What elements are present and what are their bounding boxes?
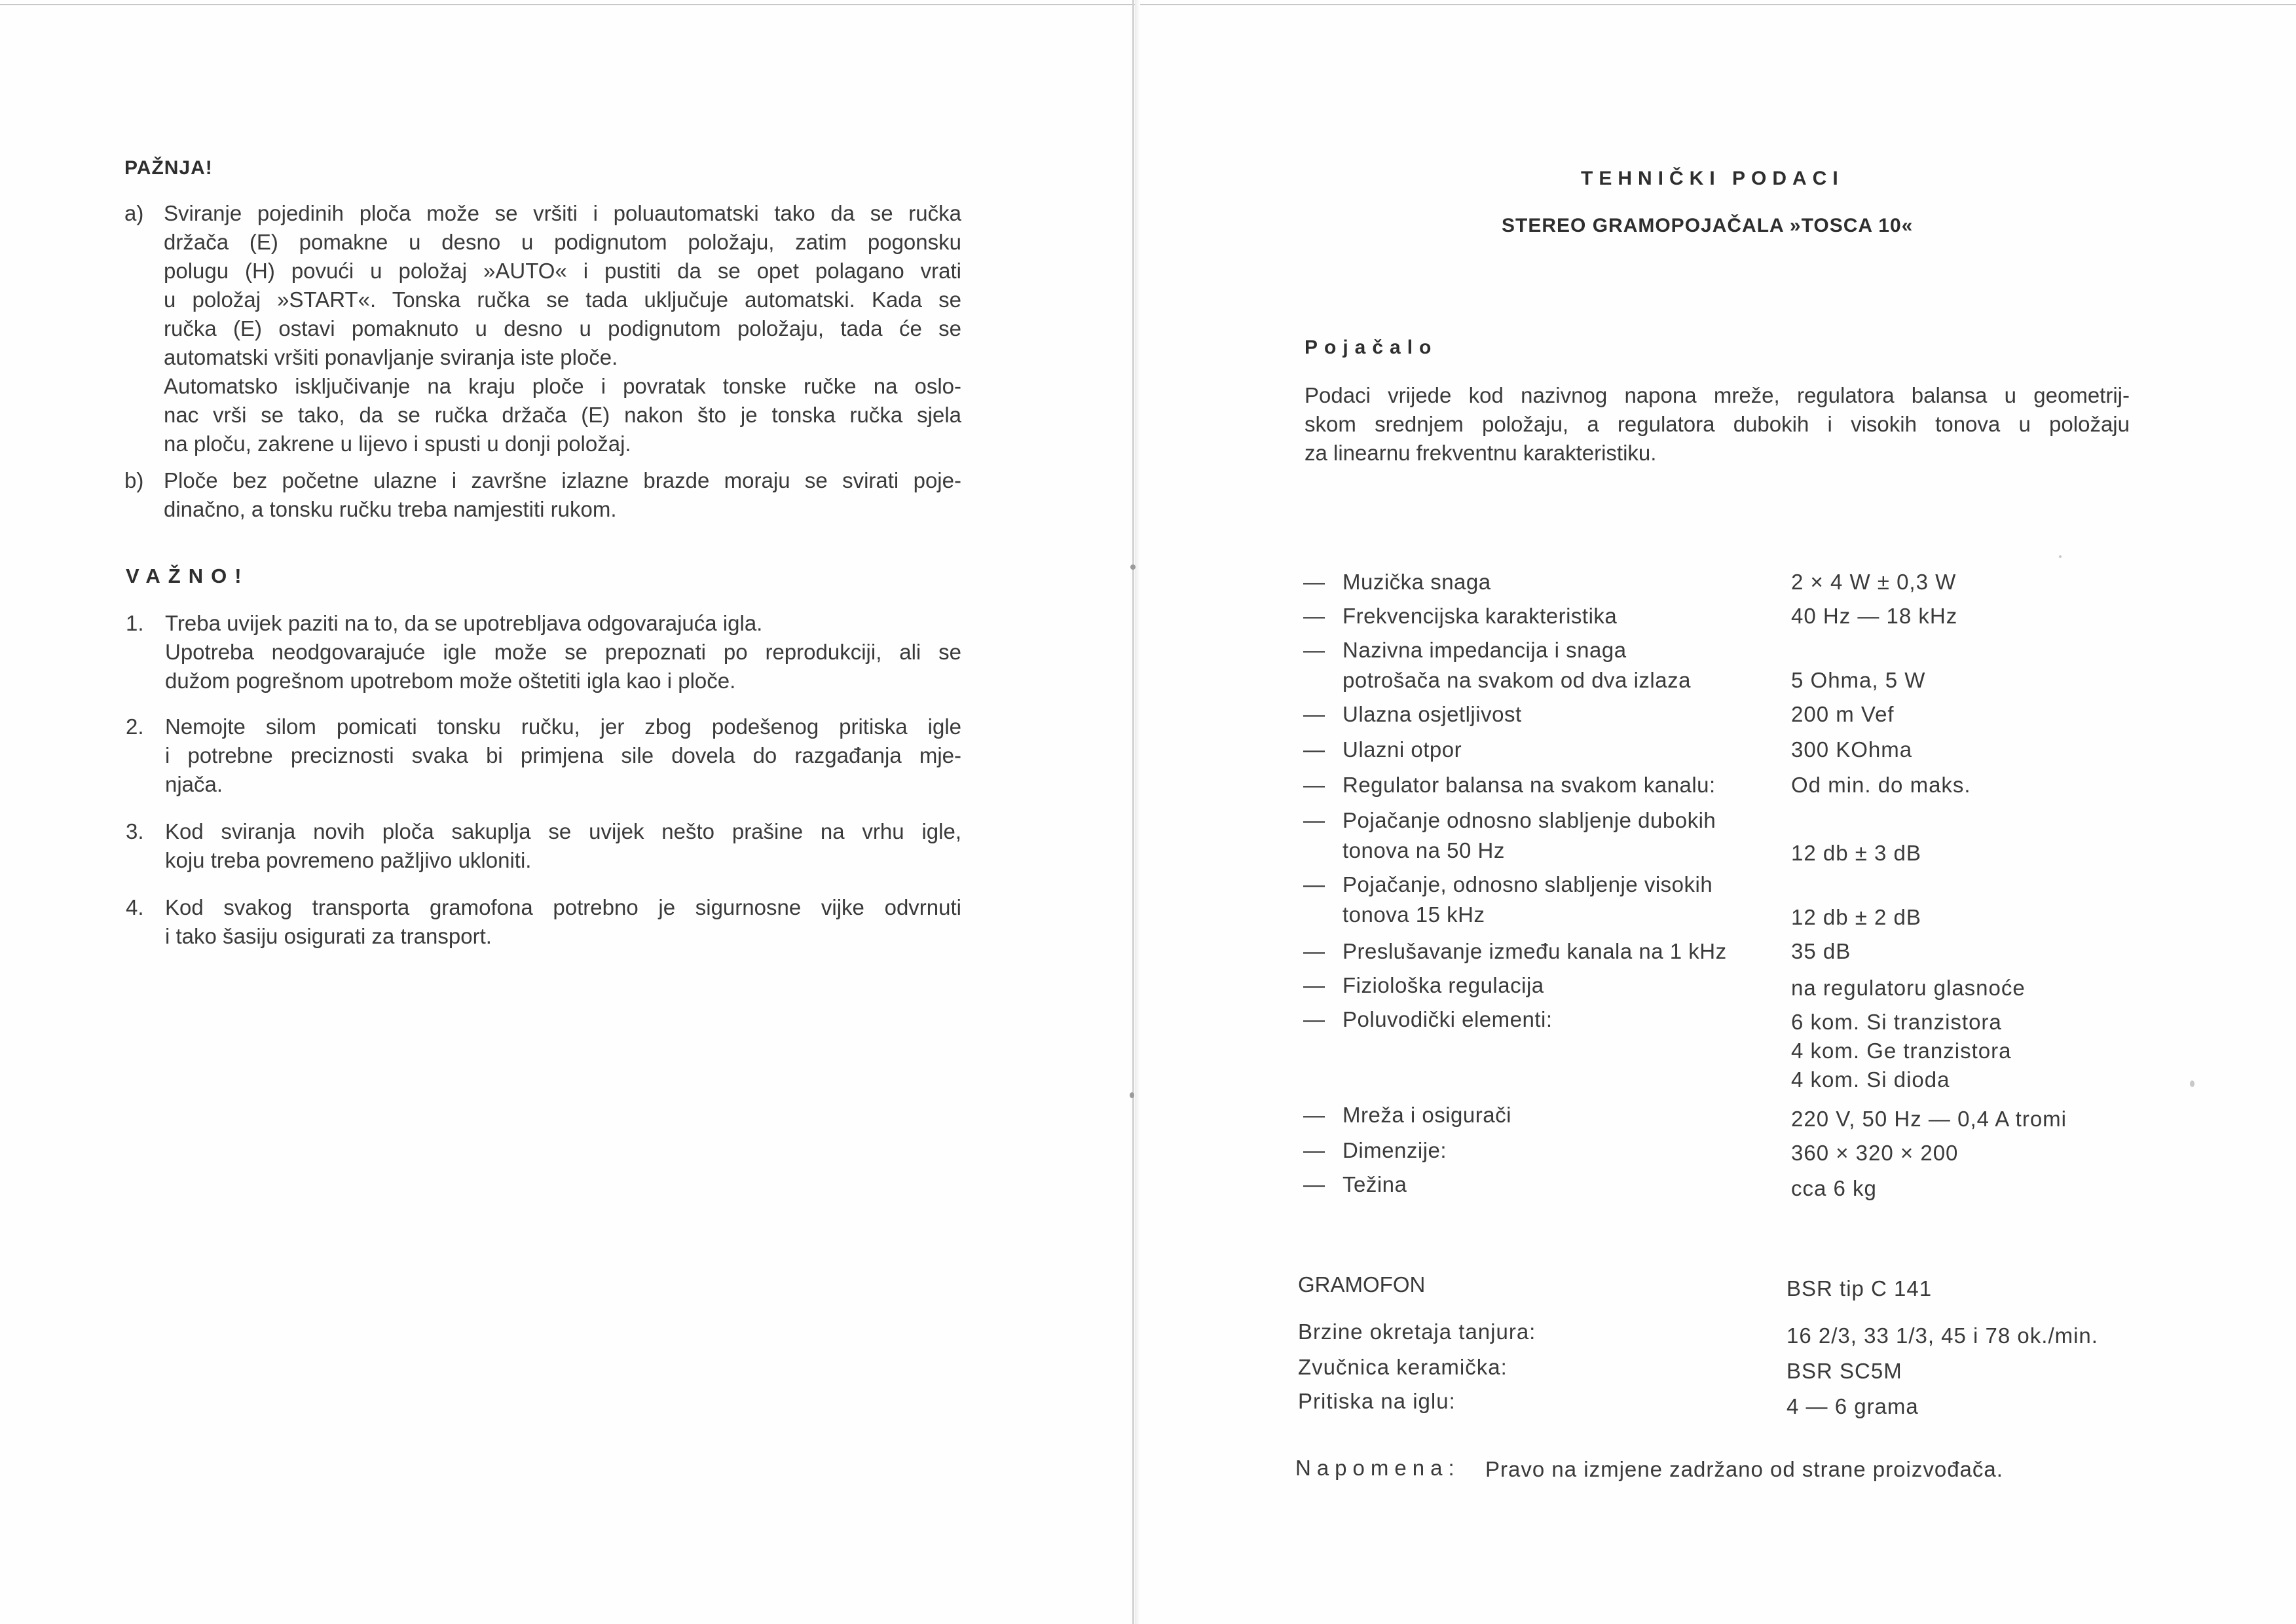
spec-label: Pojačanje odnosno slabljenje dubokih (1342, 808, 1716, 832)
right-page (1139, 0, 2296, 1624)
spec-label: Nazivna impedancija i snaga (1342, 638, 1627, 662)
dash-mark: — (1303, 737, 1325, 762)
vazno-item-3 (165, 817, 961, 875)
text-line: ručka (E) ostavi pomaknuto u desno u podignutom položaju, tada će se (164, 316, 961, 341)
spec-label-continued: tonova na 50 Hz (1342, 838, 1505, 862)
dash-mark: — (1303, 939, 1325, 963)
spec-label-continued: tonova 15 kHz (1342, 902, 1485, 927)
text-line: skom srednjem položaju, a regulatora dubokih i visokih tonova u položaju (1305, 412, 2130, 436)
dash-mark: — (1303, 973, 1325, 997)
text-line: za linearnu frekventnu karakteristiku. (1305, 441, 1657, 465)
text-line: Upotreba neodgovarajuće igle može se prepoznati po reprodukciji, ali se (165, 640, 961, 664)
text-line: Kod svakog transporta gramofona potrebno je sigurnosne vijke odvrnuti (165, 895, 961, 919)
text-line: i tako šasiju osigurati za transport. (165, 924, 492, 948)
spec-label: Ulazna osjetljivost (1342, 702, 1522, 726)
spec-label: Mreža i osigurači (1342, 1103, 1511, 1127)
text-line: Sviranje pojedinih ploča može se vršiti i poluautomatski tako da se ručka (164, 201, 961, 225)
text-line: držača (E) pomakne u desno u podignutom položaju, zatim pogonsku (164, 230, 961, 254)
list-marker: 4. (126, 895, 144, 919)
text-line: Automatsko isključivanje na kraju ploče i povratak tonske ručke na oslo- (164, 374, 961, 398)
vazno-item-2 (165, 712, 961, 799)
spec-value: Od min. do maks. (1791, 773, 1971, 797)
pazja-item-b (164, 466, 961, 524)
spec-label: Pojačanje, odnosno slabljenje visokih (1342, 872, 1713, 896)
spec-label: Regulator balansa na svakom kanalu: (1342, 773, 1716, 797)
spec-value: 35 dB (1791, 939, 1851, 963)
spec-value: 200 m Vef (1791, 702, 1895, 726)
spec-label: Poluvodički elementi: (1342, 1007, 1553, 1031)
spec-label-continued: potrošača na svakom od dva izlaza (1342, 668, 1691, 692)
dash-mark: — (1303, 773, 1325, 797)
spec-value-continued: 4 kom. Si dioda (1791, 1067, 1950, 1092)
list-marker: b) (124, 468, 144, 492)
text-line: Podaci vrijede kod nazivnog napona mreže, regulatora balansa u geometrij- (1305, 383, 2130, 407)
text-line: koju treba povremeno pažljivo ukloniti. (165, 848, 532, 872)
spec-value: 220 V, 50 Hz — 0,4 A tromi (1791, 1107, 2067, 1131)
section-heading: Pojačalo (1305, 337, 1438, 358)
text-line: i potrebne preciznosti svaka bi primjena sile dovela do razgađanja mje- (165, 743, 961, 767)
spec-value: 6 kom. Si tranzistora (1791, 1010, 2002, 1034)
spec-label: Fiziološka regulacija (1342, 973, 1544, 997)
page-title: TEHNIČKI PODACI (1581, 168, 1844, 189)
gramofon-block (1139, 0, 2296, 1624)
list-marker: 1. (126, 611, 144, 635)
text-line: na ploču, zakrene u lijevo i spusti u donji položaj. (164, 432, 631, 456)
spec-label: Brzine okretaja tanjura: (1298, 1320, 1536, 1344)
spec-value: cca 6 kg (1791, 1176, 1877, 1200)
page-fold-line (1132, 0, 1134, 1624)
spec-value: 300 KOhma (1791, 737, 1913, 762)
dash-mark: — (1303, 638, 1325, 662)
spec-value: BSR SC5M (1787, 1359, 1902, 1383)
spec-value: 360 × 320 × 200 (1791, 1141, 1959, 1165)
dash-mark: — (1303, 1007, 1325, 1031)
list-marker: 3. (126, 819, 144, 843)
spec-label: Dimenzije: (1342, 1138, 1447, 1162)
spec-value: 16 2/3, 33 1/3, 45 i 78 ok./min. (1787, 1323, 2098, 1348)
text-line: dinačno, a tonsku ručku treba namjestiti rukom. (164, 497, 617, 521)
gramofon-heading: GRAMOFON (1298, 1272, 1426, 1297)
spec-label: Frekvencijska karakteristika (1342, 604, 1618, 628)
spec-value: 40 Hz — 18 kHz (1791, 604, 1958, 628)
text-line: u položaj »START«. Tonska ručka se tada uključuje automatski. Kada se (164, 287, 961, 312)
spec-value: 4 — 6 grama (1787, 1394, 1919, 1418)
text-line: Kod sviranja novih ploča sakuplja se uvijek nešto prašine na vrhu igle, (165, 819, 961, 843)
left-page (0, 0, 1132, 1624)
spec-label: Preslušavanje između kanala na 1 kHz (1342, 939, 1727, 963)
dash-mark: — (1303, 702, 1325, 726)
dash-mark: — (1303, 872, 1325, 896)
text-line: nac vrši se tako, da se ručka držača (E) nakon što je tonska ručka sjela (164, 403, 961, 427)
spec-value: 12 db ± 2 dB (1791, 905, 1921, 929)
dash-mark: — (1303, 808, 1325, 832)
spec-value: 2 × 4 W ± 0,3 W (1791, 570, 1957, 594)
vazno-item-1 (165, 609, 961, 695)
text-line: Nemojte silom pomicati tonsku ručku, jer zbog podešenog pritiska igle (165, 714, 961, 739)
text-line: dužom pogrešnom upotrebom može oštetiti igla kao i ploče. (165, 669, 736, 693)
spec-label: Ulazni otpor (1342, 737, 1462, 762)
list-marker: a) (124, 201, 144, 225)
spec-value: na regulatoru glasnoće (1791, 976, 2026, 1000)
gramofon-model: BSR tip C 141 (1787, 1276, 1933, 1301)
spec-value: 12 db ± 3 dB (1791, 841, 1921, 865)
spec-label: Muzička snaga (1342, 570, 1491, 594)
spec-label: Težina (1342, 1172, 1407, 1196)
spec-label: Pritiska na iglu: (1298, 1389, 1456, 1413)
dash-mark: — (1303, 604, 1325, 628)
pazja-heading: PAŽNJA! (124, 157, 213, 179)
dash-mark: — (1303, 1103, 1325, 1127)
vazno-heading: VAŽNO! (126, 564, 250, 587)
vazno-item-4 (165, 893, 961, 951)
dash-mark: — (1303, 1138, 1325, 1162)
note-text: Pravo na izmjene zadržano od strane proizvođača. (1485, 1457, 2003, 1481)
text-line: njača. (165, 772, 223, 796)
spec-value: 5 Ohma, 5 W (1791, 668, 1926, 692)
list-marker: 2. (126, 714, 144, 739)
text-line: Treba uvijek paziti na to, da se upotrebljava odgovarajuća igla. (165, 611, 763, 635)
text-line: Ploče bez početne ulazne i završne izlazne brazde moraju se svirati poje- (164, 468, 961, 492)
page-subtitle: STEREO GRAMOPOJAČALA »TOSCA 10« (1502, 215, 1914, 236)
spec-value-continued: 4 kom. Ge tranzistora (1791, 1039, 2012, 1063)
text-line: automatski vršiti ponavljanje sviranja iste ploče. (164, 345, 618, 369)
spec-label: Zvučnica keramička: (1298, 1355, 1508, 1379)
pazja-item-a (164, 199, 961, 458)
text-line: polugu (H) povući u položaj »AUTO« i pustiti da se opet polagano vrati (164, 259, 961, 283)
note-label: Napomena: (1295, 1456, 1460, 1480)
dash-mark: — (1303, 1172, 1325, 1196)
dash-mark: — (1303, 570, 1325, 594)
